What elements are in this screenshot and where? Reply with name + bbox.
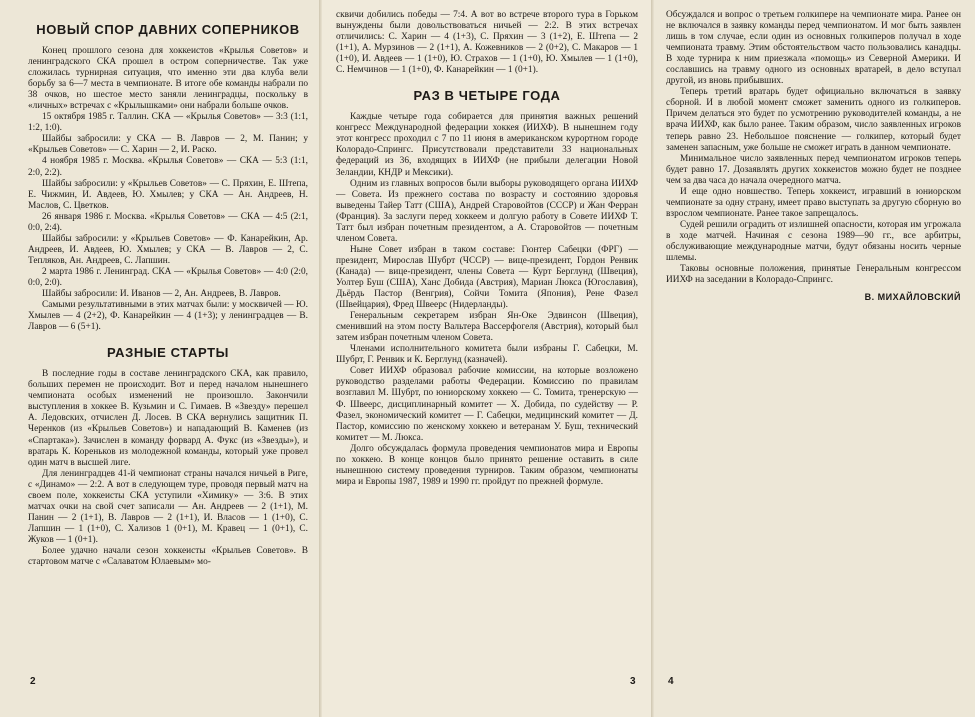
author-signature: В. МИХАЙЛОВСКИЙ [864,292,961,303]
paragraph: Для ленинградцев 41-й чемпионат страны начался ничьей в Риге, с «Динамо» — 2:2. А вот в следующем туре, проводя первый матч на своем поле, хоккеисты СКА уступили «Химику» — 3:6. В этих матчах очки на свой счет записали — Ан. Андреев — 2 (1+1), М. Панин — 2 (1+1), В. Лавров — 2 (1+1), И. Власов — 1 (1+0), С. Лапшин — 1 (1+0), С. Хализов 1 (0+1), М. Кравец — 1 (0+1), С. Жуков — 1 (0+1). [28,468,308,545]
page-right-column [652,0,975,717]
paragraph: Самыми результативными в этих матчах были: у москвичей — Ю. Хмылев — 4 (2+2), Ф. Канарейкин — 4 (1+3); у ленинградцев — В. Лавров — 6 (5+1). [28,300,308,333]
paragraph: сквичи добились победы — 7:4. А вот во встрече второго тура в Горьком вынуждены были довольствоваться ничьей — 2:2. В этих встречах отличились: С. Харин — 4 (1+3), С. Пряхин — 3 (1+2), Е. Штепа — 2 (1+1), А. Мурзинов — 2 (1+1), А. Кожевников — 2 (0+2), С. Макаров — 1 (1+0), И. Авдеев — 1 (1+0), Ю. Страхов — 1 (1+0), Ю. Хмылев — 1 (1+0), С. Немчинов — 1 (1+0), Ф. Канарейкин — 1 (0+1). [336,10,638,76]
paragraph: 15 октября 1985 г. Таллин. СКА — «Крылья Советов» — 3:3 (1:1, 1:2, 1:0). [28,112,308,134]
page-number-middle: 3 [630,676,636,687]
starts-article-continuation [336,10,638,76]
paragraph: Шайбы забросили: у СКА — В. Лавров — 2, М. Панин; у «Крыльев Советов» — С. Харин — 2, И. Раско. [28,134,308,156]
paragraph: Каждые четыре года собирается для принятия важных решений конгресс Международной федерации хоккея (ИИХФ). В нынешнем году этот конгресс проходил с 7 по 11 июня в американском курортном городе Колорадо-Спрингс. Присутствовали представители 33 национальных федераций из 36, входящих в ИИХФ (не прибыли делегации Новой Зеландии, КНДР и Мексики). [336,112,638,178]
page-fold-divider [651,0,654,717]
paragraph: Таковы основные положения, принятые Генеральным конгрессом ИИХФ на заседании в Колорадо-Спрингс. [666,264,961,286]
paragraph: Шайбы забросили: И. Иванов — 2, Ан. Андреев, В. Лавров. [42,289,281,300]
paragraph: Членами исполнительного комитета были избраны Г. Сабецки, М. Шубрт, Г. Ренвик и К. Берглунд (казначей). [336,344,638,366]
paragraph: Судей решили оградить от излишней опасности, которая им угрожала в ходе матчей. Начиная с сезона 1989—90 гг., все арбитры, обслуживающие международные матчи, будут обязаны носить черные шлемы. [666,219,961,264]
paragraph: И еще одно новшество. Теперь хоккеист, игравший в юниорском чемпионате за одну страну, имеет право выступать за другую сборную во взрослом чемпионате. Ранее такое запрещалось. [666,186,961,219]
paragraph: Обсуждался и вопрос о третьем голкипере на чемпионате мира. Ранее он не включался в заявку команды перед чемпионатом. И мог быть заявлен лишь в том случае, если один из основных голкиперов получал в ходе чемпионата травму. Этим обстоятельством часто пользовались канадцы. В ходе турнира к ним приезжала «помощь» из Северной Америки. И сославшись на травму одного из основных вратарей, в дело вступал другой, из вновь прибывших. [666,10,961,87]
page-left-column [0,0,320,717]
paragraph: Теперь третий вратарь будет официально включаться в заявку сборной. И в любой момент сможет заменить одного из голкиперов. Причем делаться это будет по усмотрению руководителей команды, а не врача ИИХФ, как было ранее. Таким образом, число заявленных игроков теперь равно 23. Небольшое пояснение — голкипер, который будет заменен запасным, уже больше не сможет играть в данном чемпионате. [666,87,961,153]
starts-article-body [28,369,308,568]
congress-article-continuation [666,10,961,286]
paragraph: Одним из главных вопросов были выборы руководящего органа ИИХФ — Совета. Из прежнего состава по возрасту и состоянию здоровья выведены Тайер Татт (США), Андрей Старовойтов (СССР) и Жан Ферран (Франция). За заслуги перед хоккеем и долгую работу в Совете ИИХФ Т. Татт был избран почетным президентом, а А. Старовойтов — почетным членом Совета. [336,178,638,244]
paragraph: Шайбы забросили: у «Крыльев Советов» — С. Пряхин, Е. Штепа, Е. Чижмин, И. Авдеев, Ю. Хмылев; у СКА — Ан. Андреев, Н. Маслов, С. Цветков. [28,178,308,211]
paragraph: Генеральным секретарем избран Ян-Оке Эдвинсон (Швеция), сменивший на этом посту Вальтера Вассерфогеля (Австрия), который был затем избран почетным членом Совета. [336,311,638,344]
article-heading-rivals: НОВЫЙ СПОР ДАВНИХ СОПЕРНИКОВ [36,22,300,37]
article-heading-congress: РАЗ В ЧЕТЫРЕ ГОДА [413,88,561,104]
congress-article-body [336,112,638,488]
paragraph: 4 ноября 1985 г. Москва. «Крылья Советов» — СКА — 5:3 (1:1, 2:0, 2:2). [28,156,308,178]
rivals-article-body [28,46,308,333]
paragraph: Долго обсуждалась формула проведения чемпионатов мира и Европы по хоккею. В конце концов было принято решение оставить в силе нынешнюю систему проведения турниров. Таким образом, чемпионаты мира и Европы 1987, 1989 и 1990 гг. пройдут по прежней формуле. [336,443,638,487]
paragraph: Минимальное число заявленных перед чемпионатом игроков теперь будет равно 17. Дозаявлять других хоккеистов можно будет не позднее чем за два часа до начала очередного матча. [666,153,961,186]
paragraph: В последние годы в составе ленинградского СКА, как правило, больших перемен не происходит. Вот и перед началом нынешнего чемпионата особых изменений не произошло. Закончили выступления в хоккее В. Кузьмин и С. Гимаев. В «Звезду» перешел А. Ледовских, отчислен Д. Лосев. В СКА вернулись защитник П. Черенков (из «Крыльев Советов») и нападающий В. Каменев (из «Спартака»). Зачислен в команду форвард А. Фукс (из «Звезды»), и вратарь К. Кореньков из молодежной команды, который уже провел один матч в высшей лиге. [28,369,308,468]
paragraph: Ныне Совет избран в таком составе: Гюнтер Сабецки (ФРГ) — президент, Мирослав Шубрт (ЧССР) — вице-президент, Гордон Ренвик (Канада) — вице-президент, члены Совета — Курт Берглунд (Швеция), Уолтер Буш (США), Ханс Добида (Австрия), Мариан Люкса (Югославия), Дьёрдь Пастор (Венгрия), Сойчи Томита (Япония), Рене Фазел (Швейцария), Фред Швеерс (Нидерланды). [336,244,638,311]
paragraph: Совет ИИХФ образовал рабочие комиссии, на которые возложено руководство разделами работы Федерации. Комиссию по правилам возглавил М. Шубрт, по юниорскому хоккею — С. Томита, тренерскую — Ф. Швеерс, дисциплинарный комитет — Х. Добида, по судейству — Р. Фазел, экономический комитет — Г. Сабецки, медицинский комитет — Д. Пастор, комиссию по женскому хоккею и ветеранам У. Буш, технический комитет — М. Люкса. [336,366,638,443]
article-heading-starts: РАЗНЫЕ СТАРТЫ [106,345,229,361]
paragraph: 2 марта 1986 г. Ленинград. СКА — «Крылья Советов» — 4:0 (2:0, 0:0, 2:0). [28,266,308,288]
paragraph: Более удачно начали сезон хоккеисты «Крыльев Советов». В стартовом матче с «Салаватом Юлаевым» мо- [28,545,308,568]
paragraph: Конец прошлого сезона для хоккеистов «Крылья Советов» и ленинградского СКА прошел в остром соперничестве. Так уже сложилась турнирная ситуация, что именно эти два клуба вели борьбу за 6—7 места в чемпионате. В итоге обе команды набрали по 38 очков, но шестое место заняли ленинградцы, поскольку в «личных» встречах с «Крылышками» они набрали больше очков. [28,46,308,112]
page-number-left: 2 [30,676,36,687]
paragraph: 26 января 1986 г. Москва. «Крылья Советов» — СКА — 4:5 (2:1, 0:0, 2:4). [28,211,308,233]
page-fold-divider [319,0,322,717]
paragraph: Шайбы забросили: у «Крыльев Советов» — Ф. Канарейкин, Ар. Андреев, И. Авдеев, Ю. Хмылев; у СКА — В. Лавров — 2, С. Тепляков, Ан. Андреев, С. Лапшин. [28,233,308,266]
page-middle-column [320,0,652,717]
page-number-right: 4 [668,676,674,687]
